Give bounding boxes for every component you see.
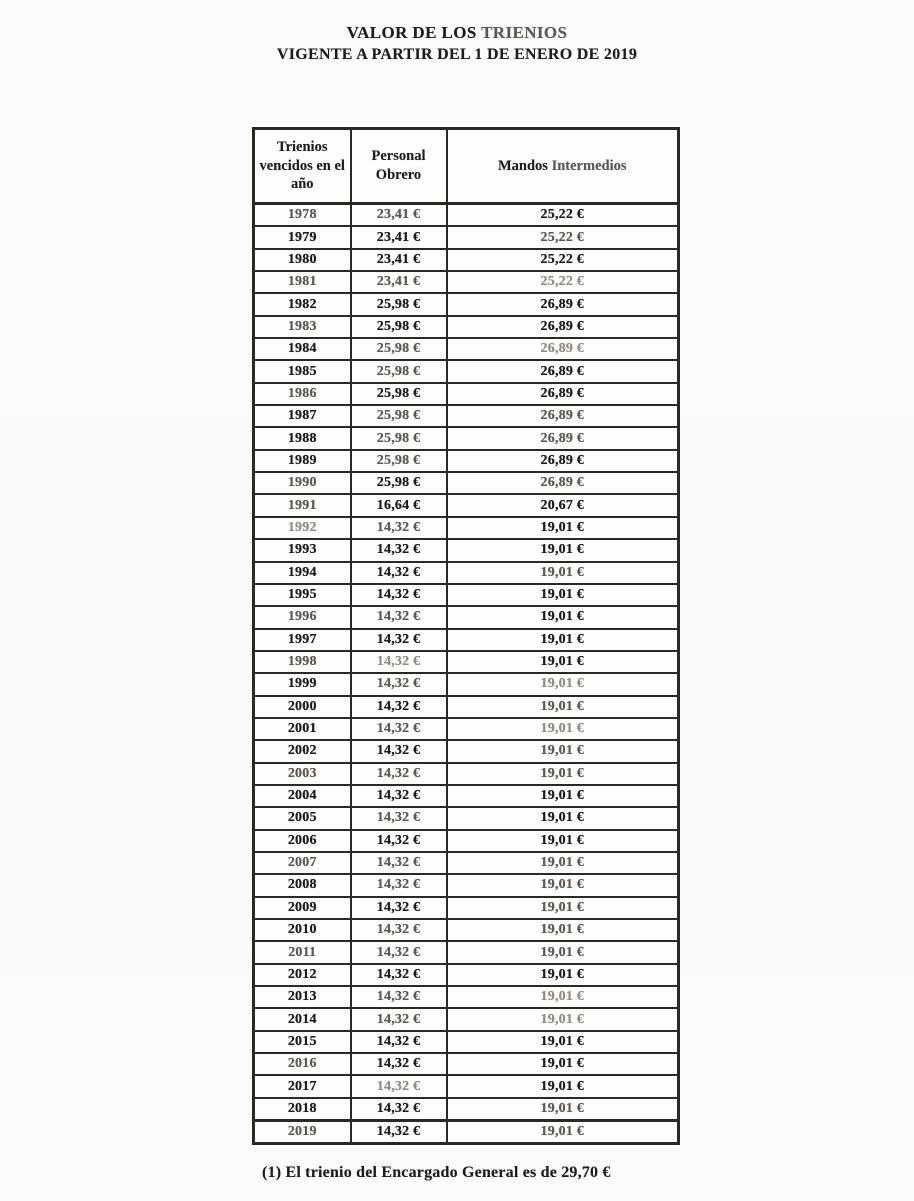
year-cell: 1980 — [254, 249, 351, 271]
year-cell: 2015 — [254, 1031, 351, 1053]
personal-obrero-value-cell: 23,41 € — [351, 204, 447, 227]
table-row — [254, 651, 679, 673]
mandos-intermedios-value-cell: 19,01 € — [447, 1031, 679, 1053]
table-row — [254, 986, 679, 1008]
table-row — [254, 249, 679, 271]
personal-obrero-value-cell: 14,32 € — [351, 1053, 447, 1075]
mandos-intermedios-value-cell: 19,01 € — [447, 696, 679, 718]
year-cell: 1989 — [254, 450, 351, 472]
document-title — [0, 22, 914, 66]
personal-obrero-value-cell: 25,98 € — [351, 316, 447, 338]
year-cell: 2002 — [254, 740, 351, 762]
year-cell: 1984 — [254, 338, 351, 360]
mandos-header-secondary: Intermedios — [551, 157, 627, 174]
personal-obrero-value-cell: 25,98 € — [351, 383, 447, 405]
mandos-intermedios-value-cell: 19,01 € — [447, 562, 679, 584]
year-cell: 1981 — [254, 271, 351, 293]
personal-obrero-value-cell: 14,32 € — [351, 874, 447, 896]
table-row — [254, 293, 679, 315]
table-row — [254, 1031, 679, 1053]
year-cell: 1983 — [254, 316, 351, 338]
year-cell: 1997 — [254, 629, 351, 651]
mandos-intermedios-value-cell: 19,01 € — [447, 852, 679, 874]
mandos-intermedios-value-cell: 19,01 € — [447, 1053, 679, 1075]
table-row — [254, 383, 679, 405]
personal-obrero-value-cell: 14,32 € — [351, 539, 447, 561]
year-cell: 1994 — [254, 562, 351, 584]
mandos-intermedios-value-cell: 19,01 € — [447, 1098, 679, 1121]
year-cell: 2013 — [254, 986, 351, 1008]
year-cell: 1991 — [254, 494, 351, 516]
personal-obrero-value-cell: 25,98 € — [351, 472, 447, 494]
mandos-intermedios-value-cell: 19,01 € — [447, 606, 679, 628]
mandos-intermedios-value-cell: 19,01 € — [447, 964, 679, 986]
table-row — [254, 830, 679, 852]
table-row — [254, 606, 679, 628]
mandos-intermedios-value-cell: 25,22 € — [447, 271, 679, 293]
table-row — [254, 1121, 679, 1144]
personal-obrero-value-cell: 14,32 € — [351, 919, 447, 941]
personal-obrero-value-cell: 14,32 € — [351, 718, 447, 740]
personal-obrero-value-cell: 14,32 € — [351, 562, 447, 584]
personal-obrero-value-cell: 25,98 € — [351, 360, 447, 382]
personal-obrero-value-cell: 14,32 € — [351, 897, 447, 919]
title-line-1 — [0, 22, 914, 45]
column-header-personal-obrero: Personal Obrero — [351, 129, 447, 204]
table-row — [254, 405, 679, 427]
year-cell: 1986 — [254, 383, 351, 405]
personal-obrero-value-cell: 14,32 € — [351, 1008, 447, 1030]
table-row — [254, 584, 679, 606]
mandos-intermedios-value-cell: 26,89 € — [447, 472, 679, 494]
year-cell: 2000 — [254, 696, 351, 718]
personal-obrero-value-cell: 14,32 € — [351, 740, 447, 762]
table-row — [254, 1008, 679, 1030]
personal-obrero-value-cell: 23,41 € — [351, 271, 447, 293]
table-row — [254, 919, 679, 941]
personal-obrero-value-cell: 14,32 € — [351, 941, 447, 963]
mandos-intermedios-value-cell: 19,01 € — [447, 651, 679, 673]
personal-obrero-value-cell: 14,32 € — [351, 763, 447, 785]
mandos-intermedios-value-cell: 19,01 € — [447, 1075, 679, 1097]
mandos-intermedios-value-cell: 19,01 € — [447, 986, 679, 1008]
year-cell: 2004 — [254, 785, 351, 807]
title-line-2: VIGENTE A PARTIR DEL 1 DE ENERO DE 2019 — [276, 45, 638, 63]
personal-obrero-value-cell: 14,32 € — [351, 1098, 447, 1121]
year-cell: 1995 — [254, 584, 351, 606]
table-row — [254, 338, 679, 360]
table-row — [254, 517, 679, 539]
table-row — [254, 472, 679, 494]
table-row — [254, 941, 679, 963]
year-cell: 2007 — [254, 852, 351, 874]
personal-obrero-value-cell: 14,32 € — [351, 651, 447, 673]
table-row — [254, 629, 679, 651]
mandos-intermedios-value-cell: 26,89 € — [447, 450, 679, 472]
table-row — [254, 226, 679, 248]
table-row — [254, 964, 679, 986]
personal-obrero-value-cell: 25,98 € — [351, 293, 447, 315]
year-cell: 2008 — [254, 874, 351, 896]
year-cell: 1988 — [254, 427, 351, 449]
mandos-intermedios-value-cell: 26,89 € — [447, 383, 679, 405]
table-row — [254, 562, 679, 584]
mandos-intermedios-value-cell: 26,89 € — [447, 338, 679, 360]
personal-obrero-value-cell: 25,98 € — [351, 338, 447, 360]
header-row — [254, 129, 679, 204]
year-cell: 2010 — [254, 919, 351, 941]
column-header-trienios: Trienios vencidos en el año — [254, 129, 351, 204]
year-cell: 1998 — [254, 651, 351, 673]
year-cell: 1993 — [254, 539, 351, 561]
mandos-intermedios-value-cell: 26,89 € — [447, 293, 679, 315]
year-cell: 1978 — [254, 204, 351, 227]
mandos-intermedios-value-cell: 20,67 € — [447, 494, 679, 516]
mandos-intermedios-value-cell: 25,22 € — [447, 226, 679, 248]
year-cell: 2003 — [254, 763, 351, 785]
personal-obrero-value-cell: 14,32 € — [351, 606, 447, 628]
year-cell: 2017 — [254, 1075, 351, 1097]
mandos-intermedios-value-cell: 26,89 € — [447, 405, 679, 427]
table-row — [254, 316, 679, 338]
table-row — [254, 874, 679, 896]
table-row — [254, 539, 679, 561]
year-cell: 2012 — [254, 964, 351, 986]
personal-obrero-value-cell: 25,98 € — [351, 427, 447, 449]
year-cell: 1985 — [254, 360, 351, 382]
table-row — [254, 740, 679, 762]
personal-obrero-value-cell: 14,32 € — [351, 807, 447, 829]
year-cell: 1979 — [254, 226, 351, 248]
mandos-intermedios-value-cell: 19,01 € — [447, 1008, 679, 1030]
mandos-intermedios-value-cell: 19,01 € — [447, 1121, 679, 1144]
table-row — [254, 807, 679, 829]
mandos-intermedios-value-cell: 19,01 € — [447, 763, 679, 785]
table-row — [254, 897, 679, 919]
title-line-1-main: VALOR DE LOS — [346, 23, 477, 42]
mandos-intermedios-value-cell: 19,01 € — [447, 673, 679, 695]
personal-obrero-value-cell: 14,32 € — [351, 1121, 447, 1144]
mandos-intermedios-value-cell: 19,01 € — [447, 584, 679, 606]
mandos-header-main: Mandos — [497, 157, 548, 174]
table-row — [254, 494, 679, 516]
personal-obrero-value-cell: 25,98 € — [351, 450, 447, 472]
table-row — [254, 696, 679, 718]
year-cell: 2016 — [254, 1053, 351, 1075]
personal-obrero-value-cell: 14,32 € — [351, 696, 447, 718]
trienios-table — [252, 127, 680, 1145]
year-cell: 2005 — [254, 807, 351, 829]
table-row — [254, 1075, 679, 1097]
personal-obrero-value-cell: 23,41 € — [351, 226, 447, 248]
year-cell: 1992 — [254, 517, 351, 539]
table-row — [254, 1053, 679, 1075]
year-cell: 2009 — [254, 897, 351, 919]
personal-obrero-value-cell: 16,64 € — [351, 494, 447, 516]
personal-obrero-value-cell: 14,32 € — [351, 830, 447, 852]
table-row — [254, 450, 679, 472]
personal-obrero-value-cell: 14,32 € — [351, 852, 447, 874]
mandos-intermedios-value-cell: 26,89 € — [447, 360, 679, 382]
personal-obrero-value-cell: 14,32 € — [351, 584, 447, 606]
table-row — [254, 718, 679, 740]
mandos-intermedios-value-cell: 26,89 € — [447, 316, 679, 338]
year-cell: 1987 — [254, 405, 351, 427]
personal-obrero-value-cell: 14,32 € — [351, 986, 447, 1008]
year-cell: 1996 — [254, 606, 351, 628]
footnote: (1) El trienio del Encargado General es de 29,70 € — [262, 1164, 611, 1181]
mandos-intermedios-value-cell: 19,01 € — [447, 539, 679, 561]
mandos-intermedios-value-cell: 19,01 € — [447, 919, 679, 941]
mandos-intermedios-value-cell: 19,01 € — [447, 629, 679, 651]
table-row — [254, 1098, 679, 1121]
personal-obrero-value-cell: 14,32 € — [351, 964, 447, 986]
table-row — [254, 673, 679, 695]
mandos-intermedios-value-cell: 19,01 € — [447, 785, 679, 807]
personal-obrero-value-cell: 25,98 € — [351, 405, 447, 427]
table-row — [254, 427, 679, 449]
mandos-intermedios-value-cell: 19,01 € — [447, 740, 679, 762]
year-cell: 1990 — [254, 472, 351, 494]
table-row — [254, 763, 679, 785]
title-line-1-secondary: TRIENIOS — [481, 23, 568, 42]
mandos-intermedios-value-cell: 19,01 € — [447, 807, 679, 829]
year-cell: 2018 — [254, 1098, 351, 1121]
year-cell: 2019 — [254, 1121, 351, 1144]
year-cell: 2014 — [254, 1008, 351, 1030]
table-row — [254, 360, 679, 382]
table-row — [254, 271, 679, 293]
mandos-intermedios-value-cell: 26,89 € — [447, 427, 679, 449]
mandos-intermedios-value-cell: 25,22 € — [447, 204, 679, 227]
personal-obrero-value-cell: 14,32 € — [351, 1075, 447, 1097]
table-row — [254, 785, 679, 807]
personal-obrero-value-cell: 14,32 € — [351, 673, 447, 695]
personal-obrero-value-cell: 14,32 € — [351, 629, 447, 651]
mandos-intermedios-value-cell: 19,01 € — [447, 830, 679, 852]
year-cell: 2011 — [254, 941, 351, 963]
table-row — [254, 204, 679, 227]
mandos-intermedios-value-cell: 19,01 € — [447, 874, 679, 896]
mandos-intermedios-value-cell: 19,01 € — [447, 941, 679, 963]
mandos-intermedios-value-cell: 19,01 € — [447, 517, 679, 539]
personal-obrero-value-cell: 14,32 € — [351, 785, 447, 807]
mandos-intermedios-value-cell: 19,01 € — [447, 897, 679, 919]
year-cell: 2001 — [254, 718, 351, 740]
mandos-intermedios-value-cell: 25,22 € — [447, 249, 679, 271]
column-header-mandos-intermedios — [447, 129, 679, 204]
year-cell: 1982 — [254, 293, 351, 315]
year-cell: 1999 — [254, 673, 351, 695]
personal-obrero-value-cell: 14,32 € — [351, 1031, 447, 1053]
personal-obrero-value-cell: 23,41 € — [351, 249, 447, 271]
mandos-intermedios-value-cell: 19,01 € — [447, 718, 679, 740]
personal-obrero-value-cell: 14,32 € — [351, 517, 447, 539]
year-cell: 2006 — [254, 830, 351, 852]
table-row — [254, 852, 679, 874]
